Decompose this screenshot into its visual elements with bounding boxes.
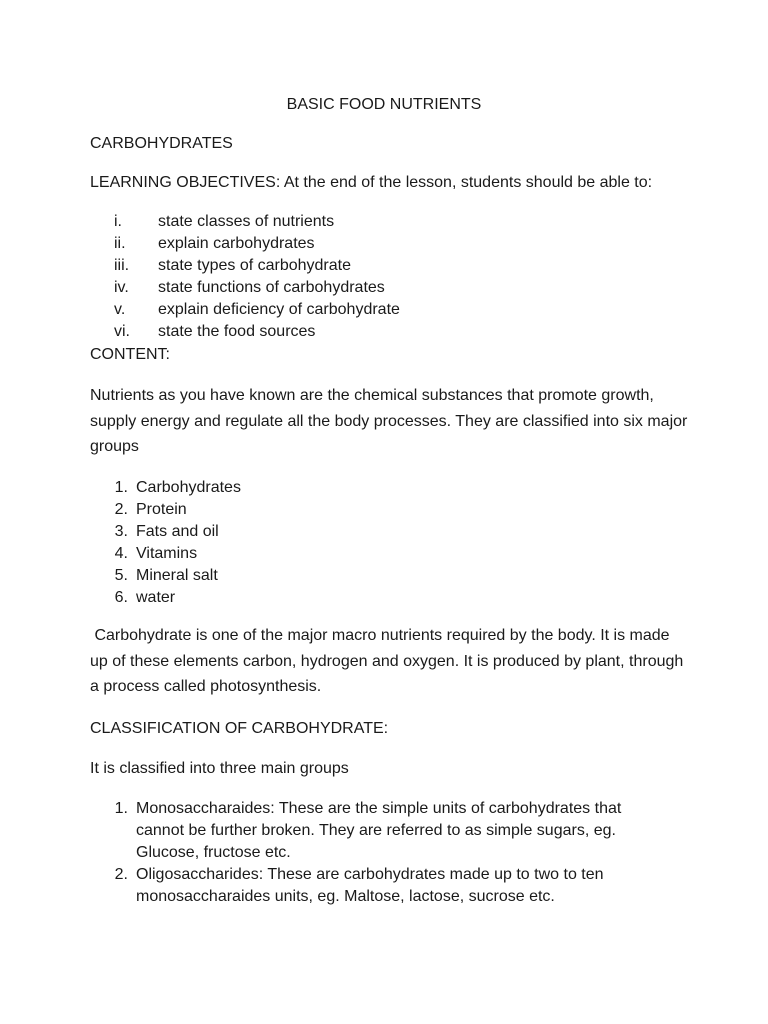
nutrient-group-number: 6. [114, 589, 128, 606]
nutrient-group-text: Vitamins [136, 545, 198, 562]
document-title: BASIC FOOD NUTRIENTS [286, 96, 482, 113]
objective-number: ii. [114, 235, 126, 252]
nutrient-group-number: 4. [114, 545, 128, 562]
classification-text-line: cannot be further broken. They are referred to as simple sugars, eg. [136, 822, 616, 839]
classification-number: 2. [114, 866, 128, 883]
content-heading: CONTENT: [90, 346, 170, 363]
classification-number: 1. [114, 800, 128, 817]
nutrient-group-text: Protein [136, 501, 187, 518]
objective-text: explain deficiency of carbohydrate [158, 301, 400, 318]
objective-number: vi. [114, 323, 130, 340]
classification-text-line: monosaccharaides units, eg. Maltose, lactose, sucrose etc. [136, 888, 555, 905]
nutrient-group-text: water [136, 589, 176, 606]
objective-text: state the food sources [158, 323, 316, 340]
classification-text-line: Glucose, fructose etc. [136, 844, 291, 861]
nutrient-group-text: Carbohydrates [136, 479, 241, 496]
objective-number: v. [114, 301, 126, 318]
objective-text: state types of carbohydrate [158, 257, 351, 274]
section-heading: CARBOHYDRATES [90, 135, 233, 152]
carbohydrate-paragraph: Carbohydrate is one of the major macro nutrients required by the body. It is made up of these elements carbon, hydrogen and oxygen. It is produced by plant, through a process called photosynthesis. [90, 627, 688, 695]
nutrient-group-number: 2. [114, 501, 128, 518]
classification-intro: It is classified into three main groups [90, 760, 349, 777]
nutrients-paragraph: Nutrients as you have known are the chemical substances that promote growth, supply energy and regulate all the body processes. They are classified into six major groups [90, 387, 688, 455]
nutrient-group-number: 3. [114, 523, 128, 540]
nutrient-group-text: Mineral salt [136, 567, 218, 584]
nutrient-group-text: Fats and oil [136, 523, 219, 540]
objective-number: iv. [114, 279, 129, 296]
classification-text-line: Monosaccharaides: These are the simple units of carbohydrates that [136, 800, 622, 817]
objective-number: iii. [114, 257, 130, 274]
nutrient-group-number: 1. [114, 479, 128, 496]
classification-heading: CLASSIFICATION OF CARBOHYDRATE: [90, 720, 389, 737]
objective-number: i. [114, 213, 122, 230]
objective-text: state classes of nutrients [158, 213, 335, 230]
objective-text: explain carbohydrates [158, 235, 315, 252]
nutrient-group-number: 5. [114, 567, 128, 584]
classification-text-line: Oligosaccharides: These are carbohydrates made up to two to ten [136, 866, 604, 883]
objective-text: state functions of carbohydrates [158, 279, 385, 296]
objectives-intro: LEARNING OBJECTIVES: At the end of the lesson, students should be able to: [90, 174, 653, 191]
